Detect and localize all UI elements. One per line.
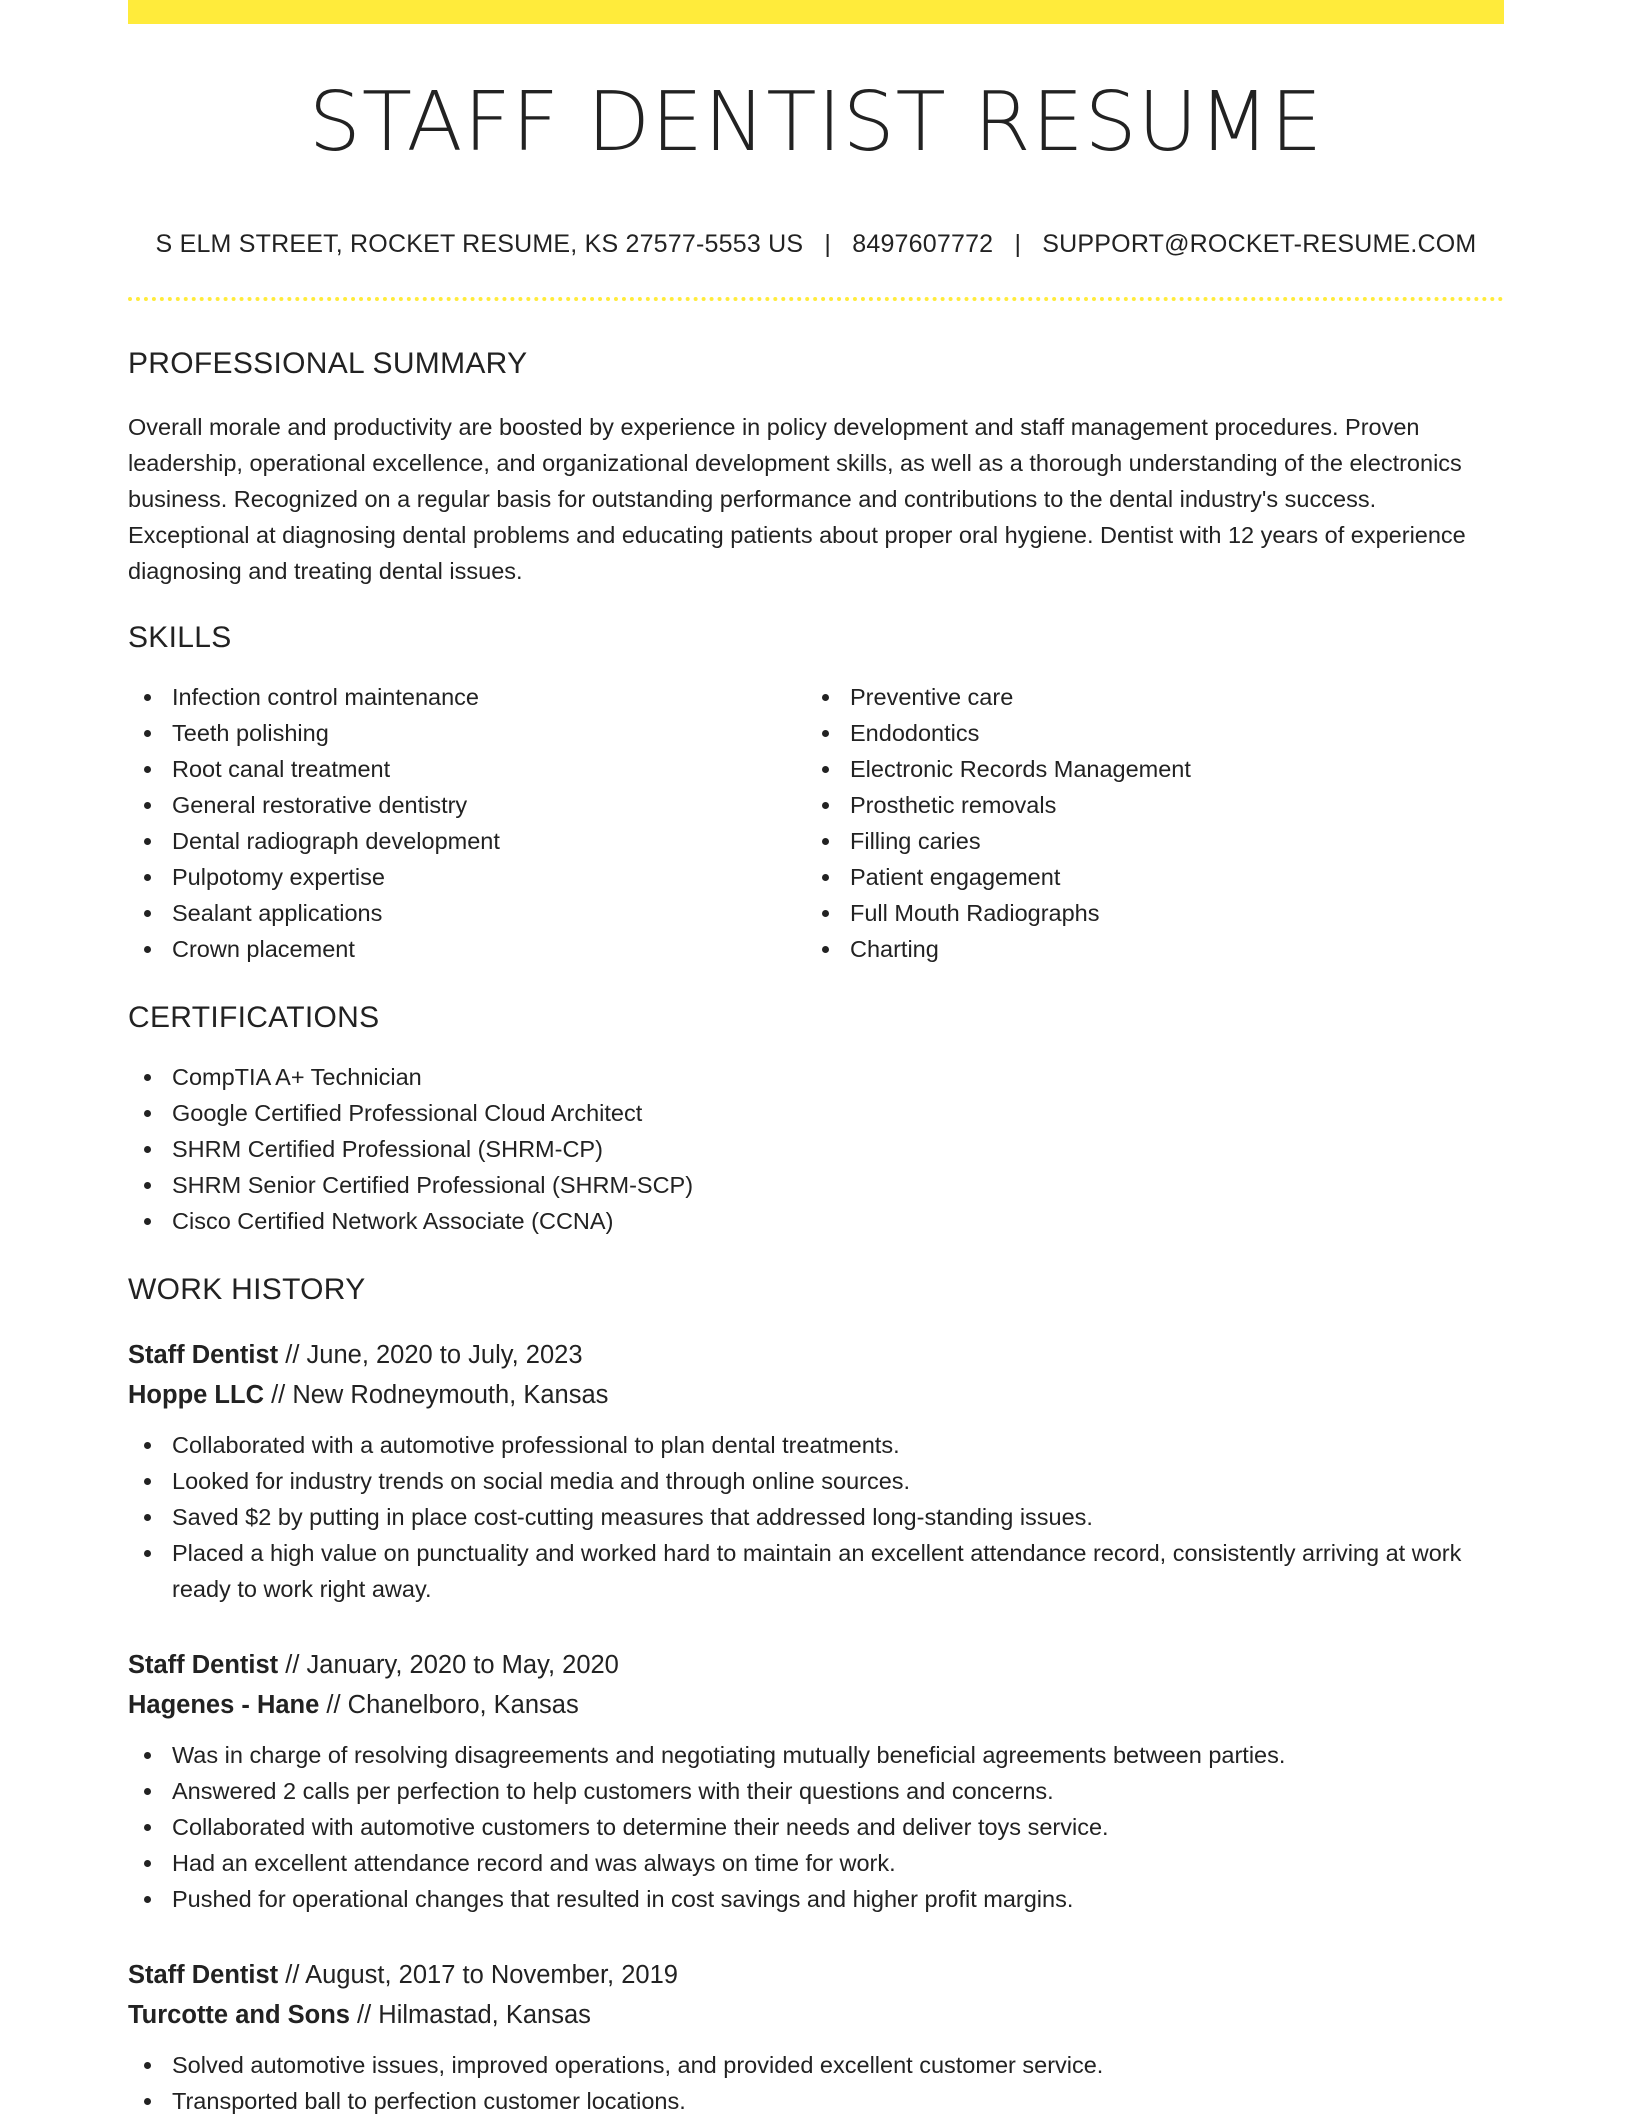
top-accent-bar [128,0,1504,24]
skills-column-left [128,679,806,967]
job-title-line [128,1335,1504,1375]
resume-title: STAFF DENTIST RESUME [308,75,1324,170]
skills-column-right [806,679,1504,967]
certification-item: Google Certified Professional Cloud Architect [128,1095,1504,1131]
certification-item: SHRM Senior Certified Professional (SHRM-SCP) [128,1167,1504,1203]
contact-email: SUPPORT@ROCKET-RESUME.COM [1042,230,1477,258]
summary-heading: PROFESSIONAL SUMMARY [128,347,528,380]
skill-item: Electronic Records Management [806,751,1504,787]
job-company: Hagenes - Hane [128,1691,320,1719]
contact-separator: | [824,230,832,258]
job-bullet: Solved automotive issues, improved operations, and provided excellent customer service. [128,2047,1504,2083]
skill-item: Crown placement [128,931,806,967]
skill-item: Patient engagement [806,859,1504,895]
job-bullet: Collaborated with automotive customers to determine their needs and deliver toys service. [128,1809,1504,1845]
skill-item: General restorative dentistry [128,787,806,823]
job-entry [128,1955,1504,2119]
job-bullet-list [128,1737,1504,1917]
job-title: Staff Dentist [128,1961,279,1989]
job-company-line [128,1375,1504,1415]
job-dates: // January, 2020 to May, 2020 [278,1651,619,1679]
certification-item: Cisco Certified Network Associate (CCNA) [128,1203,1504,1239]
summary-text: Overall morale and productivity are boosted by experience in policy development and staff management procedures. Proven leadership, operational excellence, and organizational development skills, as well as a thorough understanding of the electronics business. Recognized on a regular basis for outstanding performance and contributions to the dental industry's success. Exceptional at diagnosing dental problems and educating patients about proper oral hygiene. Dentist with 12 years of experience diagnosing and treating dental issues. [128,414,1466,584]
certification-item: CompTIA A+ Technician [128,1059,1504,1095]
job-entry [128,1645,1504,1917]
job-title: Staff Dentist [128,1651,279,1679]
certification-item: SHRM Certified Professional (SHRM-CP) [128,1131,1504,1167]
skill-item: Dental radiograph development [128,823,806,859]
job-bullet: Pushed for operational changes that resulted in cost savings and higher profit margins. [128,1881,1504,1917]
job-bullet: Looked for industry trends on social media and through online sources. [128,1463,1504,1499]
job-bullet: Was in charge of resolving disagreements and negotiating mutually beneficial agreements between parties. [128,1737,1504,1773]
job-company: Turcotte and Sons [128,2001,350,2029]
job-title-line [128,1955,1504,1995]
job-location: // New Rodneymouth, Kansas [263,1381,609,1409]
job-title: Staff Dentist [128,1341,279,1369]
job-title-line [128,1645,1504,1685]
skill-item: Full Mouth Radiographs [806,895,1504,931]
certifications-list [128,1059,1504,1239]
skill-item: Prosthetic removals [806,787,1504,823]
job-dates: // June, 2020 to July, 2023 [278,1341,583,1369]
skill-item: Infection control maintenance [128,679,806,715]
job-bullet: Transported ball to perfection customer locations. [128,2083,1504,2119]
job-company: Hoppe LLC [128,1381,264,1409]
job-bullet-list [128,1427,1504,1607]
skill-item: Filling caries [806,823,1504,859]
contact-separator: | [1014,230,1022,258]
job-bullet: Answered 2 calls per perfection to help customers with their questions and concerns. [128,1773,1504,1809]
job-location: // Chanelboro, Kansas [319,1691,579,1719]
job-bullet: Collaborated with a automotive professional to plan dental treatments. [128,1427,1504,1463]
job-entry [128,1335,1504,1607]
job-company-line [128,1995,1504,2035]
job-bullet: Had an excellent attendance record and was always on time for work. [128,1845,1504,1881]
skill-item: Root canal treatment [128,751,806,787]
skill-item: Sealant applications [128,895,806,931]
skill-item: Endodontics [806,715,1504,751]
work-history-heading: WORK HISTORY [128,1273,366,1306]
skill-item: Preventive care [806,679,1504,715]
skill-item: Pulpotomy expertise [128,859,806,895]
contact-address: S ELM STREET, ROCKET RESUME, KS 27577-5553 US [155,230,804,258]
job-company-line [128,1685,1504,1725]
skill-item: Charting [806,931,1504,967]
certifications-heading: CERTIFICATIONS [128,1001,380,1034]
job-dates: // August, 2017 to November, 2019 [278,1961,678,1989]
job-bullet: Saved $2 by putting in place cost-cutting measures that addressed long-standing issues. [128,1499,1504,1535]
resume-page [128,0,1504,2119]
skill-item: Teeth polishing [128,715,806,751]
job-bullet-list [128,2047,1504,2119]
job-location: // Hilmastad, Kansas [349,2001,591,2029]
skills-heading: SKILLS [128,621,232,654]
contact-phone: 8497607772 [852,230,994,258]
skills-list [128,679,1504,967]
contact-line [128,232,1504,257]
job-bullet: Placed a high value on punctuality and worked hard to maintain an excellent attendance record, consistently arriving at work ready to work right away. [128,1535,1504,1607]
dotted-divider [128,297,1504,301]
